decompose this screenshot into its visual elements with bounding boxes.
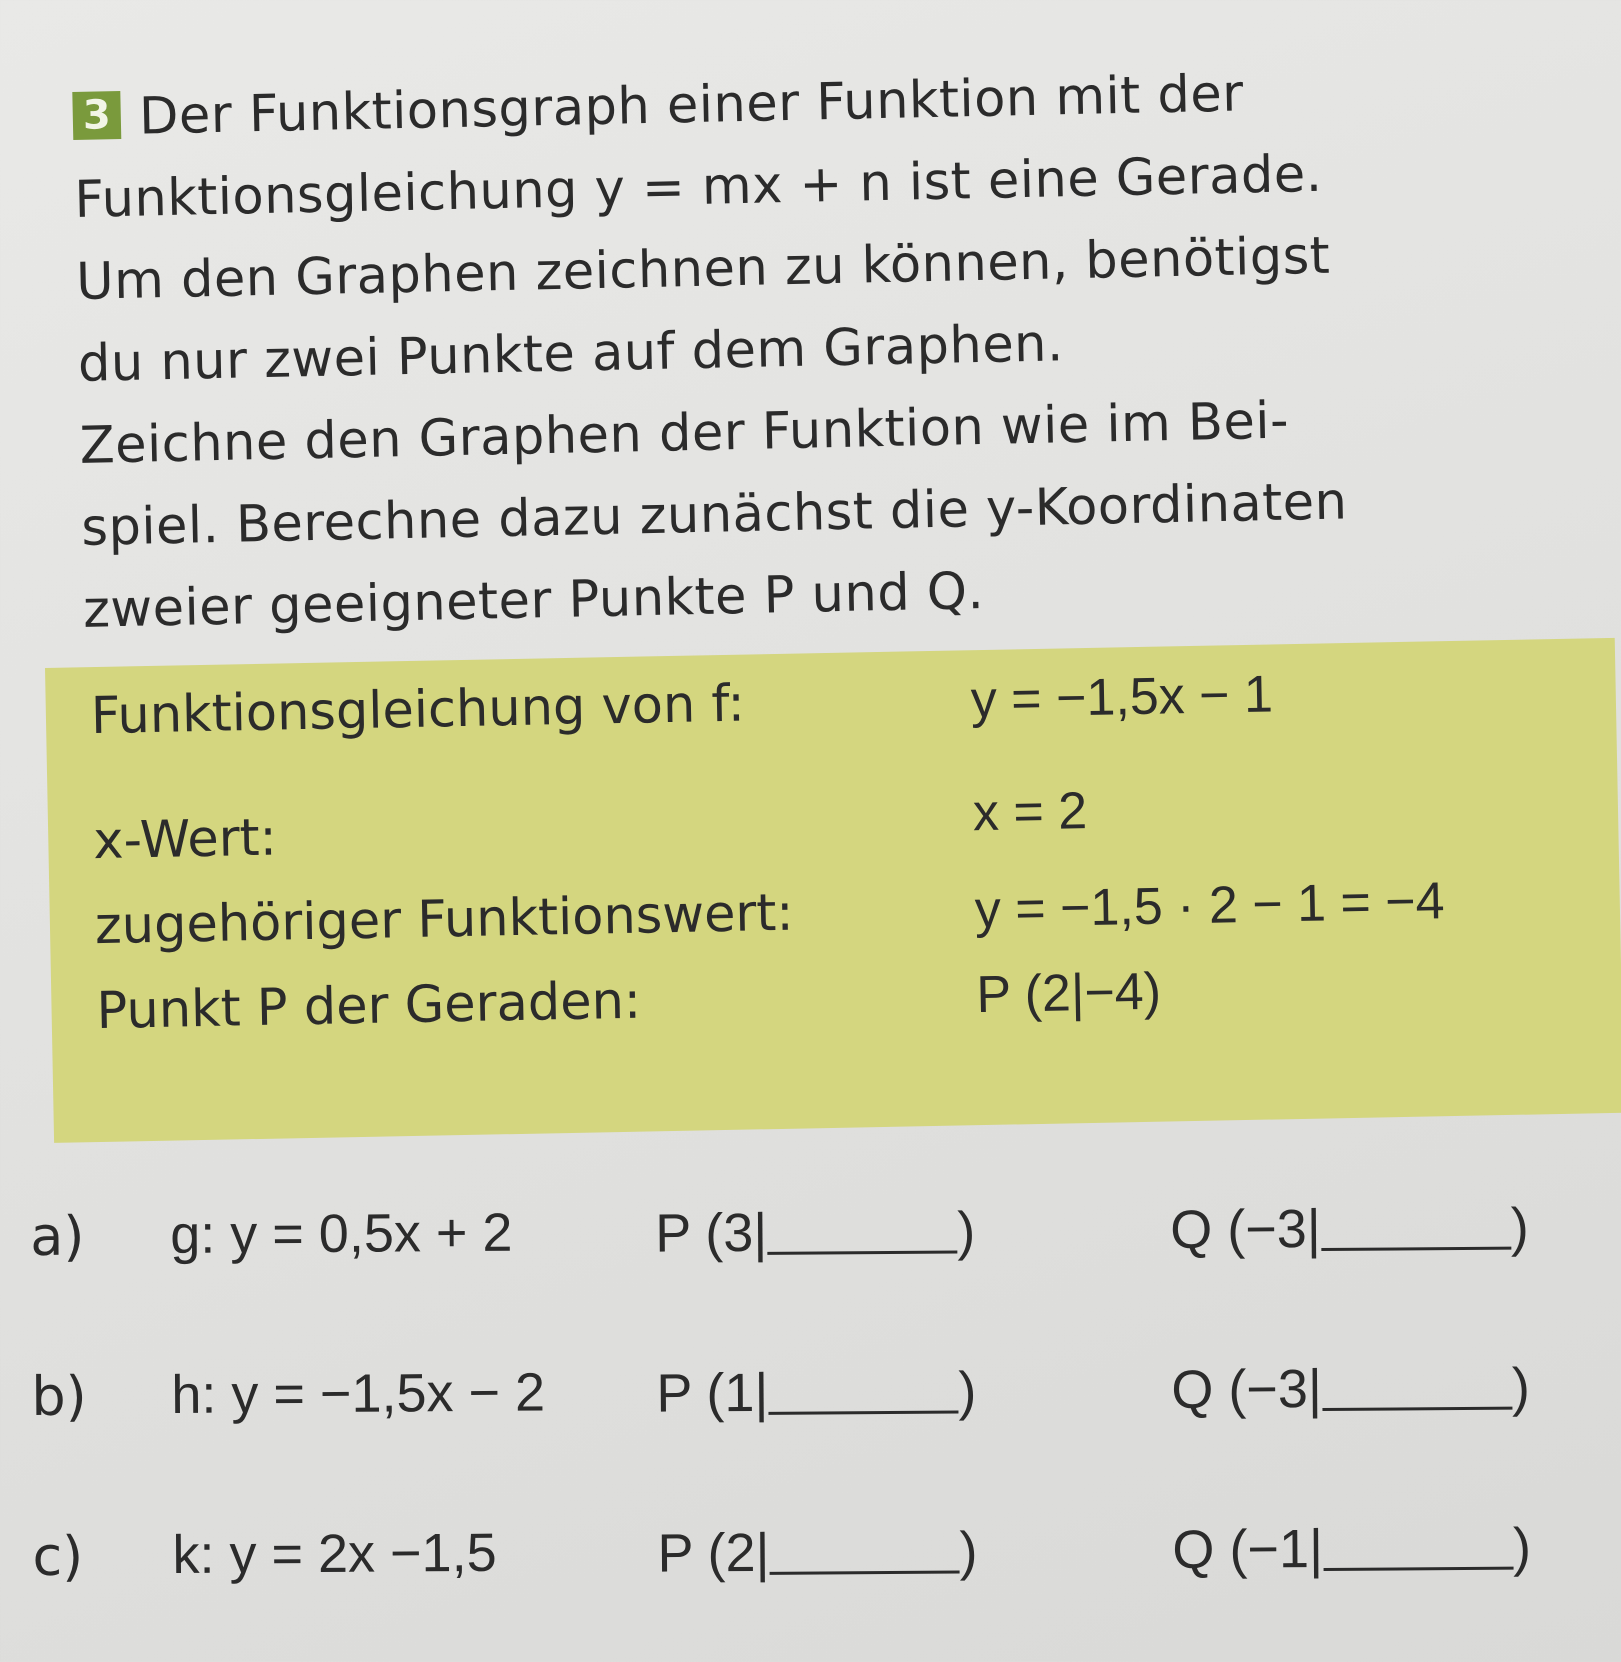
answer-blank-p[interactable]	[767, 1199, 957, 1255]
exercise-letter: a)	[30, 1204, 85, 1268]
task-line-5: Zeichne den Graphen der Funktion wie im Bei-	[79, 391, 1290, 476]
task-line-6: spiel. Berechne dazu zunächst die y-Koordinaten	[80, 472, 1348, 558]
point-p: P (2| )	[657, 1518, 978, 1584]
point-q: Q (−3| )	[1170, 1195, 1529, 1262]
example-row	[45, 658, 1616, 768]
example-value: x = 2	[972, 782, 1088, 843]
exercise-item	[30, 1194, 1601, 1295]
example-label: Funktionsgleichung von f:	[90, 674, 746, 747]
example-label: x-Wert:	[92, 808, 278, 872]
exercise-equation: k: y = 2x −1,5	[172, 1522, 497, 1586]
answer-blank-p[interactable]	[768, 1359, 958, 1415]
exercise-item	[32, 1514, 1603, 1615]
answer-blank-q[interactable]	[1321, 1195, 1511, 1251]
task-line-2: Funktionsgleichung y = mx + n ist eine Gerade.	[73, 144, 1323, 230]
point-p: P (3| )	[655, 1198, 976, 1264]
exercise-equation: h: y = −1,5x − 2	[171, 1362, 546, 1426]
point-q: Q (−1| )	[1172, 1515, 1531, 1582]
task-text: Der Funktionsgraph einer Funktion mit der	[138, 64, 1245, 147]
point-q: Q (−3| )	[1171, 1355, 1530, 1422]
exercise-equation: g: y = 0,5x + 2	[170, 1202, 513, 1266]
example-value: P (2|−4)	[975, 962, 1162, 1025]
task-line-7: zweier geeigneter Punkte P und Q.	[82, 562, 985, 640]
task-number-badge: 3	[72, 91, 121, 140]
exercise-letter: b)	[31, 1364, 87, 1428]
example-value: y = −1,5x − 1	[970, 665, 1274, 730]
example-label: Punkt P der Geraden:	[96, 971, 642, 1042]
exercise-item	[31, 1354, 1602, 1455]
answer-blank-q[interactable]	[1322, 1355, 1512, 1411]
task-instructions	[72, 47, 1564, 652]
task-line-3: Um den Graphen zeichnen zu können, benötigst	[75, 226, 1331, 312]
example-label: zugehöriger Funktionswert:	[94, 883, 795, 957]
exercise-letter: c)	[32, 1524, 84, 1588]
example-value: y = −1,5 · 2 − 1 = −4	[974, 872, 1446, 940]
example-box	[45, 638, 1621, 1143]
point-p: P (1| )	[656, 1358, 977, 1424]
answer-blank-q[interactable]	[1323, 1515, 1513, 1571]
task-line-4: du nur zwei Punkte auf dem Graphen.	[77, 314, 1065, 394]
exercise-list	[30, 1194, 1603, 1645]
answer-blank-p[interactable]	[769, 1519, 959, 1575]
